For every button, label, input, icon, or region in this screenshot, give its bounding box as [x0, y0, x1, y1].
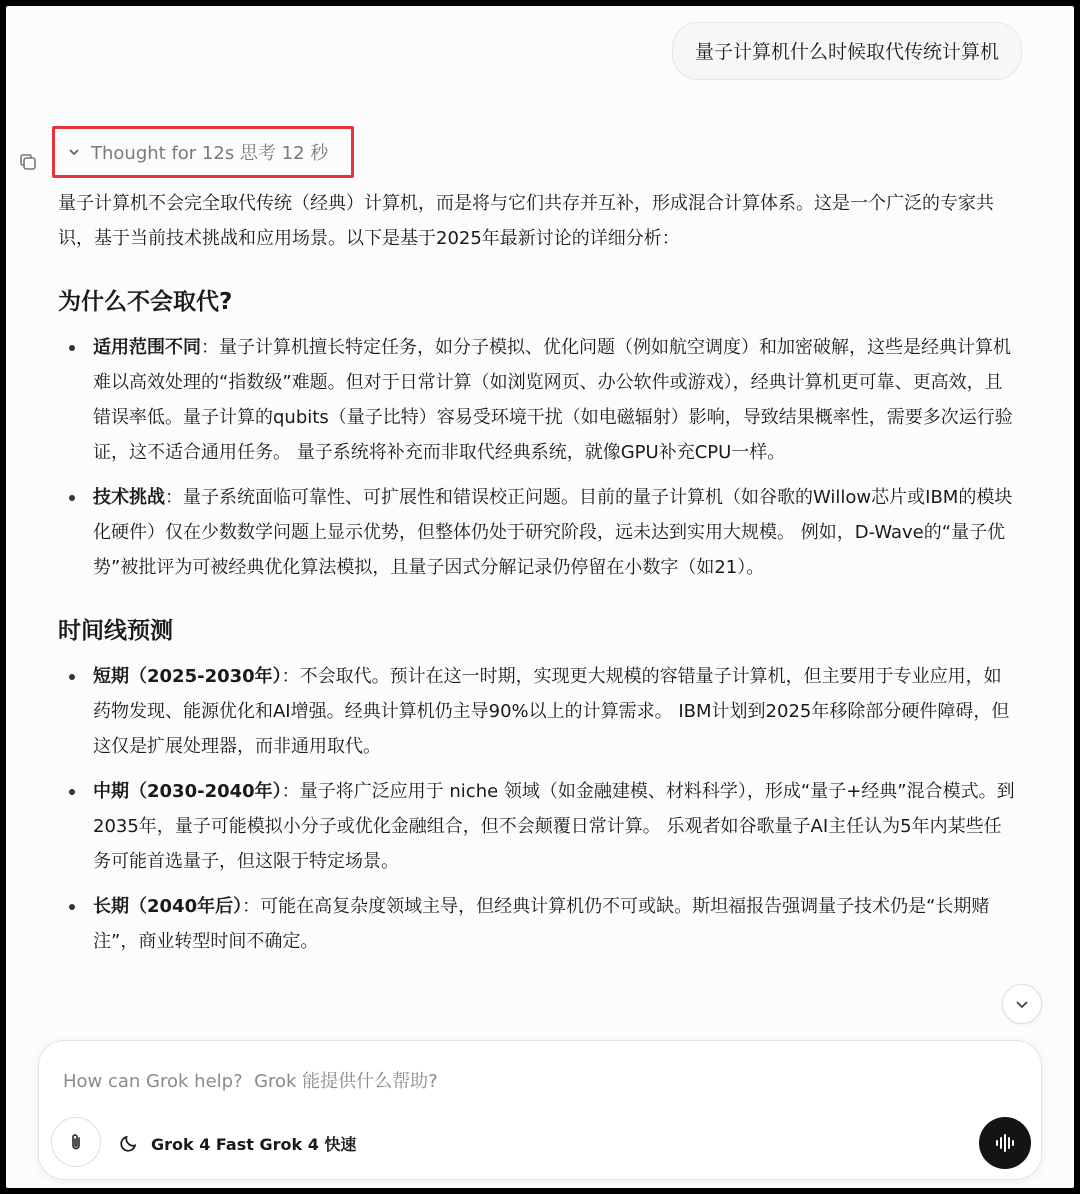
item-text: ：可能在高复杂度领域主导，但经典计算机仍不可或缺。斯坦福报告强调量子技术仍是“长期赌注”，商业转型时间不确定。 — [93, 896, 990, 952]
bullet-list — [58, 330, 1018, 585]
voice-button[interactable] — [979, 1117, 1031, 1169]
item-text: ：量子将广泛应用于 niche 领域（如金融建模、材料科学），形成“量子+经典”混合模式。到2035年，量子可能模拟小分子或优化金融组合，但不会颠覆日常计算。 乐观者如谷歌量子AI主任认为5年内某些任务可能首选量子，但这限于特定场景。 — [93, 781, 1015, 872]
copy-icon[interactable] — [18, 152, 38, 172]
section-heading: 时间线预测 — [58, 618, 173, 644]
model-label: Grok 4 Fast Grok 4 快速 — [151, 1134, 357, 1154]
user-message-text: 量子计算机什么时候取代传统计算机 — [694, 41, 999, 63]
item-title: 适用范围不同 — [93, 337, 201, 358]
chevron-down-icon — [67, 145, 81, 159]
section-heading: 为什么不会取代? — [58, 289, 233, 315]
voice-waveform-icon — [993, 1131, 1017, 1155]
item-title: 中期（2030-2040年） — [93, 781, 282, 802]
item-title: 技术挑战 — [93, 487, 165, 508]
list-item — [58, 330, 1018, 470]
bullet-list — [58, 659, 1018, 959]
assistant-answer — [58, 186, 1018, 987]
paperclip-icon — [66, 1132, 86, 1152]
list-item — [58, 889, 1018, 959]
scroll-down-icon — [1014, 996, 1030, 1012]
item-title: 短期（2025-2030年） — [93, 666, 282, 687]
list-item — [58, 774, 1018, 879]
thought-toggle[interactable] — [52, 126, 354, 178]
user-message-bubble — [672, 22, 1022, 80]
list-item — [58, 480, 1018, 585]
message-composer — [38, 1040, 1042, 1180]
item-title: 长期（2040年后） — [93, 896, 243, 917]
thought-label: Thought for 12s 思考 12 秒 — [91, 143, 329, 164]
scroll-down-button[interactable] — [1002, 984, 1042, 1024]
chat-window — [6, 6, 1074, 1188]
item-text: ：不会取代。预计在这一时期，实现更大规模的容错量子计算机，但主要用于专业应用，如药物发现、能源优化和AI增强。经典计算机仍主导90%以上的计算需求。 IBM计划到2025年移除部分硬件障碍，但这仅是扩展处理器，而非通用取代。 — [93, 666, 1010, 757]
attach-button[interactable] — [51, 1117, 101, 1167]
moon-icon — [119, 1133, 139, 1153]
item-text: ：量子系统面临可靠性、可扩展性和错误校正问题。目前的量子计算机（如谷歌的Willow芯片或IBM的模块化硬件）仅在少数数学问题上显示优势，但整体仍处于研究阶段，远未达到实用大规模。 例如，D-Wave的“量子优势”被批评为可被经典优化算法模拟，且量子因式分解记录仍停留在小数字（如21）。 — [93, 487, 1013, 578]
list-item — [58, 659, 1018, 764]
message-input[interactable] — [63, 1063, 963, 1099]
answer-intro: 量子计算机不会完全取代传统（经典）计算机，而是将与它们共存并互补，形成混合计算体系。这是一个广泛的专家共识，基于当前技术挑战和应用场景。以下是基于2025年最新讨论的详细分析： — [58, 193, 994, 249]
model-selector[interactable] — [119, 1127, 356, 1159]
item-text: ：量子计算机擅长特定任务，如分子模拟、优化问题（例如航空调度）和加密破解，这些是经典计算机难以高效处理的“指数级”难题。但对于日常计算（如浏览网页、办公软件或游戏），经典计算机更可靠、更高效，且错误率低。量子计算的qubits（量子比特）容易受环境干扰（如电磁辐射）影响，导致结果概率性，需要多次运行验证，这不适合通用任务。 量子系统将补充而非取代经典系统，就像GPU补充CPU一样。 — [93, 337, 1013, 463]
